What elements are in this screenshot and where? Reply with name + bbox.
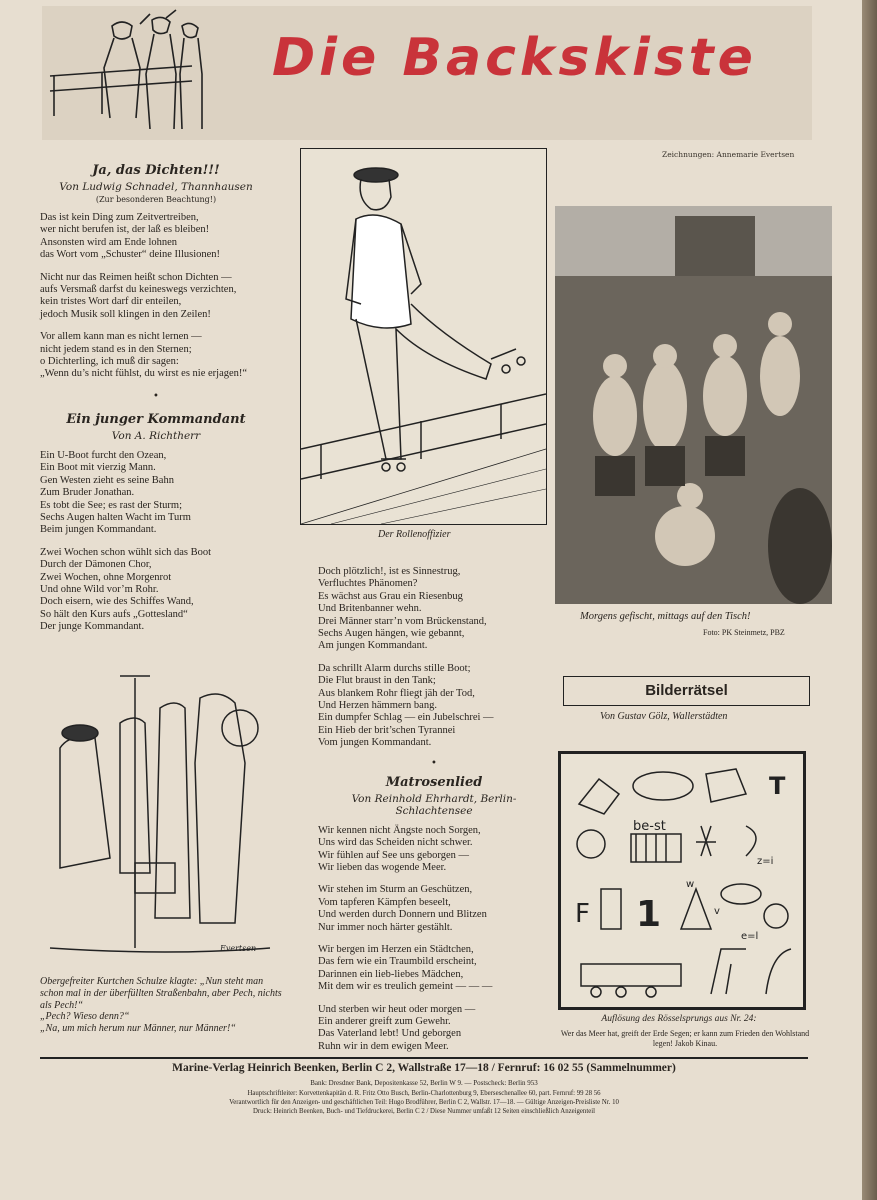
photo-credit: Foto: PK Steinmetz, PBZ xyxy=(703,628,785,637)
poem2-author: Von A. Richtherr xyxy=(111,429,201,442)
rebus-letter-f: F xyxy=(575,899,590,929)
photo-caption: Morgens gefischt, mittags auf den Tisch! xyxy=(580,611,751,622)
puzzle-solution-text: Wer das Meer hat, greift der Erde Segen; er kann zum Frieden den Wohlstand legen! Jakob Kinau. xyxy=(560,1029,810,1048)
fishing-photo-image xyxy=(555,206,832,604)
poem3-stanza: Wir stehen im Sturm an Geschützen, Vom tapferen Kämpfen beseelt, Und werden durch Donnern und Blitzen Nur immer noch härter gestählt. xyxy=(318,884,487,933)
fishing-photo xyxy=(555,206,832,604)
poem2-stanza: Doch plötzlich!, ist es Sinnestrug, Verfluchtes Phänomen? Es wächst aus Grau ein Riesenbug Und Britenbanner wehn. Drei Männer starr’n vom Brückenstand, Sechs Augen hängen, wie gebannt, Am jungen Kommandant. xyxy=(318,566,487,652)
rebus-digit-one: 1 xyxy=(636,894,662,935)
tram-cartoon xyxy=(40,668,290,968)
poem2-stanza: Da schrillt Alarm durchs stille Boot; Die Flut braust in den Tank; Aus blankem Rohr fliegt jäh der Tod, Und Herzen hämmern bang. Ein dumpfer Schlag — ein Jubelschrei — Ein Hieb der brit’schen Tyrannei Vom jungen Kommandant. xyxy=(318,662,494,749)
poem1-title: Ja, das Dichten!!! xyxy=(92,163,220,178)
tram-cartoon-caption: Obergefreiter Kurtchen Schulze klagte: „Nun steht man schon mal in der überfüllten Straßenbahn, aber Pech, nichts als Pech!“ „Pech? Wieso denn?“ „Na, um mich herum nur Männer, nur Männer!“ xyxy=(40,976,282,1035)
rebus-drawings xyxy=(561,754,803,1007)
header-band xyxy=(42,6,812,140)
puzzle-title: Bilderrätsel xyxy=(563,676,810,706)
puzzle-author: Von Gustav Gölz, Wallerstädten xyxy=(600,711,728,722)
middle-column xyxy=(318,566,550,1053)
footer-print: Druck: Heinrich Beenken, Buch- und Tiefdruckerei, Berlin C 2 / Diese Nummer umfaßt 12 Seiten einschließlich Anzeigenteil xyxy=(252,1108,596,1115)
rebus-text-el: e=l xyxy=(741,931,759,942)
sailors-drawing xyxy=(42,6,222,140)
rebus-puzzle xyxy=(558,751,806,1010)
poem1-author: Von Ludwig Schnadel, Thannhausen xyxy=(59,181,253,193)
footer-editor: Hauptschriftleiter: Korvettenkapitän d. R. Fritz Otto Busch, Berlin-Charlottenburg 9, Eberseschenallee 60, part. Fernruf: 99 28 56 xyxy=(247,1090,601,1097)
page-edge xyxy=(862,0,877,1200)
footer-rule xyxy=(40,1057,808,1059)
footer-bank: Bank: Dresdner Bank, Depositenkasse 52, Berlin W 9. — Postscheck: Berlin 953 xyxy=(310,1079,538,1087)
separator-dot: • xyxy=(431,757,437,769)
poem3-stanza: Wir kennen nicht Ängste noch Sorgen, Uns wird das Scheiden nicht schwer. Wir fühlen auf See uns geborgen — Wir lieben das wogende Meer. xyxy=(318,824,481,873)
poem2-title: Ein junger Kommandant xyxy=(66,411,246,427)
tram-drawing xyxy=(40,668,290,968)
roller-officer-caption: Der Rollenoffizier xyxy=(378,529,451,540)
cartoon-signature: Evertsen xyxy=(220,944,257,953)
poem2-stanza: Zwei Wochen schon wühlt sich das Boot Durch der Dämonen Chor, Zwei Wochen, ohne Morgenrot Und ohne Wild vor’m Rohr. Doch eisern, wie des Schiffes Wand, So hält den Kurs aufs „Gottesland“ Der junge Kommandant. xyxy=(40,546,212,633)
separator-dot: • xyxy=(153,390,159,402)
footer-ads: Verantwortlich für den Anzeigen- und geschäftlichen Teil: Hugo Brodführer, Berlin C 2, Wallstr. 17—18. — Gültige Anzeigen-Preisliste Nr. 10 xyxy=(229,1099,619,1106)
poem1-stanza: Nicht nur das Reimen heißt schon Dichten — aufs Versmaß darfst du keineswegs verzichten, kein tristes Wort darf dir enteilen, jedoch Musik soll klingen in den Zeilen! xyxy=(40,271,237,320)
rebus-letter-w: w xyxy=(686,879,695,890)
poem3-author: Von Reinhold Ehrhardt, Berlin-Schlachtensee xyxy=(351,792,517,817)
poem3-stanza: Wir bergen im Herzen ein Städtchen, Das fern wie ein Traumbild erscheint, Darinnen ein lieb-liebes Mädchen, Mit dem wir es treulich gemeint — — — xyxy=(318,943,493,993)
left-column xyxy=(40,163,272,634)
puzzle-solution-title: Auflösung des Rösselsprungs aus Nr. 24: xyxy=(601,1014,757,1024)
poem2-stanza: Ein U-Boot furcht den Ozean, Ein Boot mit vierzig Mann. Gen Westen zieht es seine Bahn Zum Bruder Jonathan. Es tobt die See; es rast der Sturm; Sechs Augen halten Wacht im Turm Beim jungen Kommandant. xyxy=(40,449,191,536)
rebus-text-best: be-st xyxy=(633,819,666,834)
rebus-letter-v: v xyxy=(714,906,720,917)
roller-officer-drawing xyxy=(301,149,546,524)
poem1-note: (Zur besonderen Beachtung!) xyxy=(95,195,217,204)
roller-officer-cartoon xyxy=(300,148,547,525)
masthead-title: Die Backskiste xyxy=(272,28,757,88)
rebus-letter-t: T xyxy=(769,772,786,800)
poem3-title: Matrosenlied xyxy=(385,774,483,790)
poem1-stanza: Vor allem kann man es nicht lernen — nicht jedem stand es in den Sternen; o Dichterling, ich muß dir sagen: „Wenn du’s nicht fühlst, du wirst es nie erjagen!“ xyxy=(40,331,248,380)
rebus-text-zi: z=i xyxy=(757,856,774,867)
drawings-credit: Zeichnungen: Annemarie Evertsen xyxy=(662,150,795,159)
poem3-stanza: Und sterben wir heut oder morgen — Ein anderer greift zum Gewehr. Das Vaterland lebt! Und geborgen Ruhn wir in dem ewigen Meer. xyxy=(318,1003,476,1052)
poem1-stanza: Das ist kein Ding zum Zeitvertreiben, wer nicht berufen ist, der laß es bleiben! Ansonsten wird am Ende lohnen das Wort vom „Schuster“ deine Illusionen! xyxy=(40,212,221,261)
footer-publisher: Marine-Verlag Heinrich Beenken, Berlin C 2, Wallstraße 17—18 / Fernruf: 16 02 55 (Sammelnummer) xyxy=(172,1062,676,1074)
